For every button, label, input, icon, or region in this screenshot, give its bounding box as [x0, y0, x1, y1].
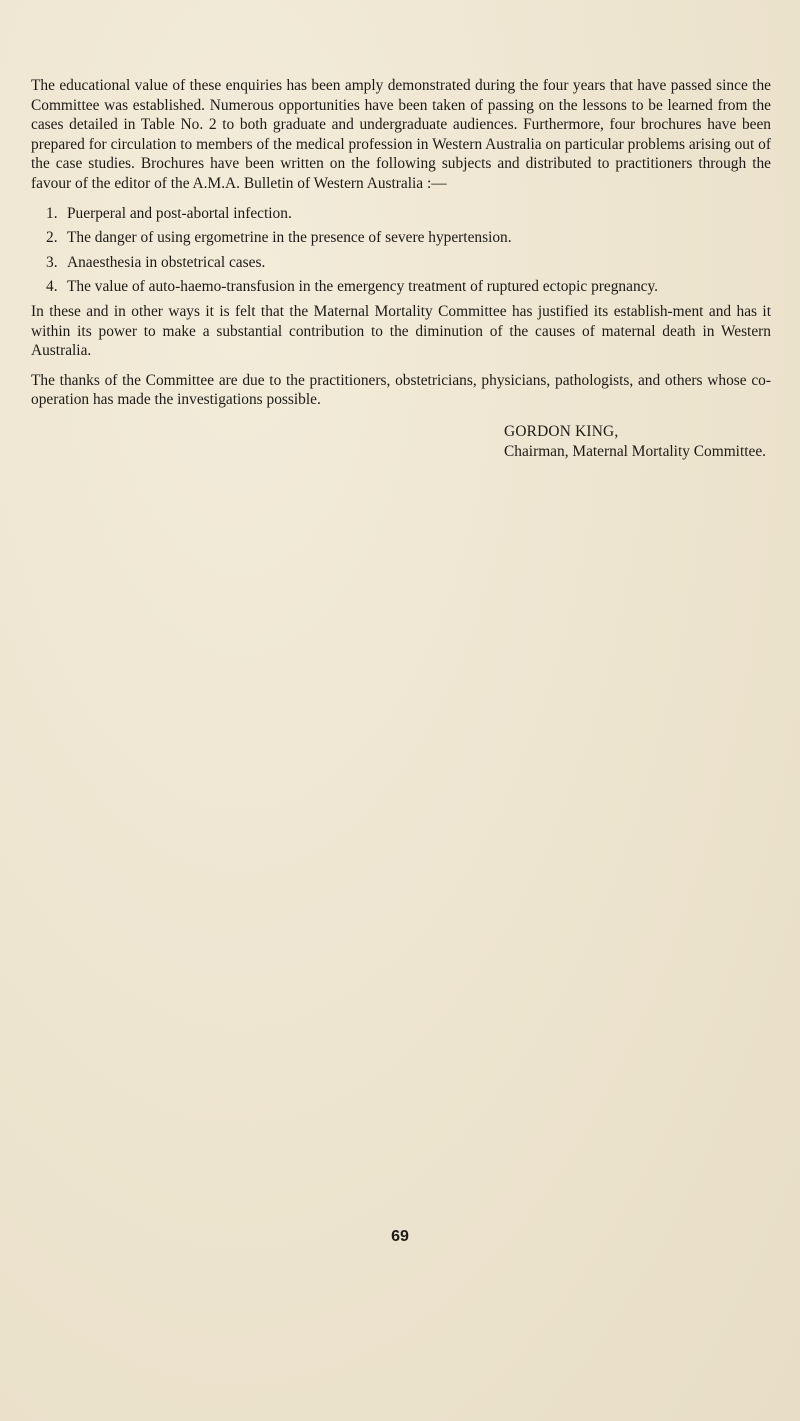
list-item-text: The value of auto-haemo-transfusion in the emergency treatment of ruptured ectopic pregnancy.	[67, 278, 659, 296]
signature-block	[504, 422, 771, 461]
subjects-list	[31, 204, 771, 297]
list-item-text: The danger of using ergometrine in the presence of severe hypertension.	[67, 229, 512, 247]
list-item	[31, 204, 771, 224]
list-item	[31, 228, 771, 248]
list-item	[31, 277, 771, 297]
list-item-number: 4.	[46, 278, 58, 296]
signatory-title: Chairman, Maternal Mortality Committee.	[504, 442, 767, 460]
intro-paragraph: The educational value of these enquiries has been amply demonstrated during the four years that have passed since the Committee was established. Numerous opportunities have been taken of passing on the lessons to be learned from the cases detailed in Table No. 2 to both graduate and undergraduate audiences. Furthermore, four brochures have been prepared for circulation to members of the medical profession in Western Australia on particular problems arising out of the case studies. Brochures have been written on the following subjects and distributed to practitioners through the favour of the editor of the A.M.A. Bulletin of Western Australia :—	[31, 77, 771, 192]
list-item-number: 3.	[46, 253, 58, 271]
document-body	[31, 76, 771, 461]
list-item-number: 1.	[46, 204, 58, 222]
list-item-number: 2.	[46, 229, 58, 247]
page-number: 69	[391, 1228, 409, 1245]
list-item	[31, 253, 771, 273]
third-paragraph: The thanks of the Committee are due to the practitioners, obstetricians, physicians, pathologists, and others whose co-operation has made the investigations possible.	[31, 371, 771, 409]
second-paragraph: In these and in other ways it is felt that the Maternal Mortality Committee has justified its establish-ment and has it within its power to make a substantial contribution to the diminution of the causes of maternal death in Western Australia.	[31, 302, 771, 360]
list-item-text: Anaesthesia in obstetrical cases.	[67, 253, 266, 271]
list-item-text: Puerperal and post-abortal infection.	[67, 204, 292, 222]
signatory-name: GORDON KING,	[504, 422, 619, 440]
